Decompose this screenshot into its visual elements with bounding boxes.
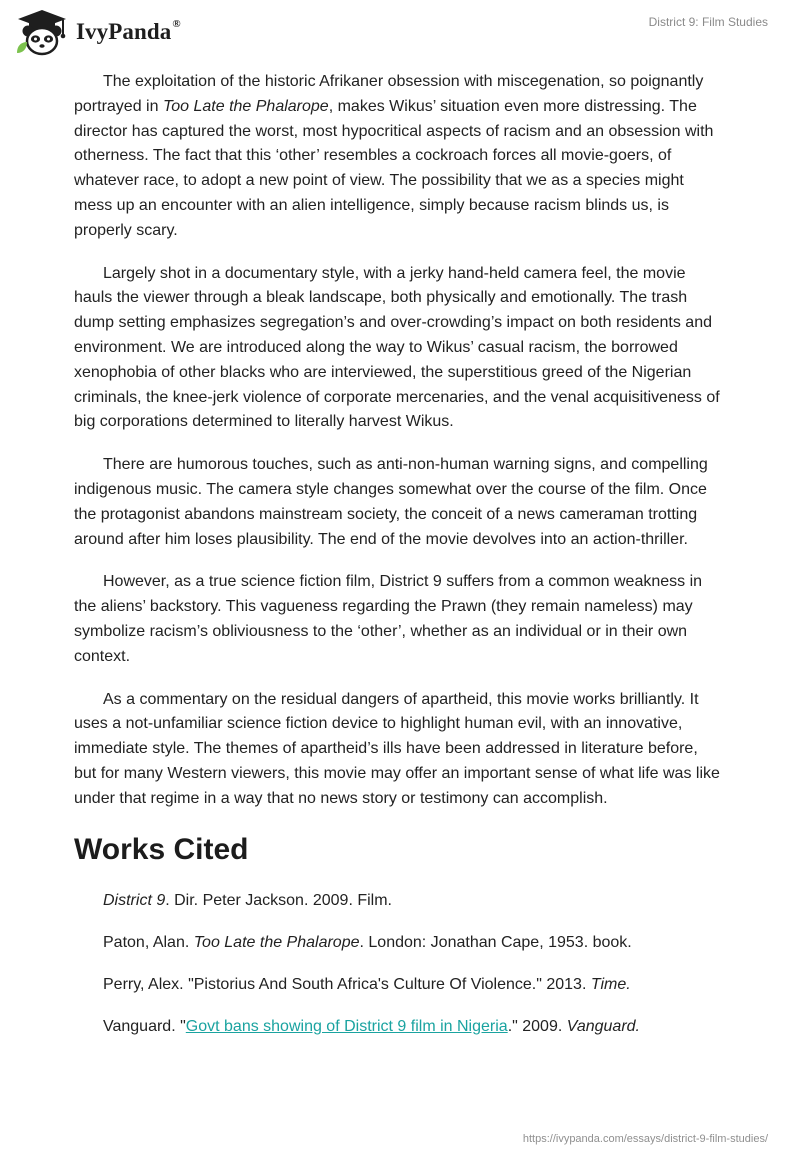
citation-2: Paton, Alan. Too Late the Phalarope. London: Jonathan Cape, 1953. book. — [103, 933, 632, 951]
paragraph-2: Largely shot in a documentary style, with a jerky hand-held camera feel, the movie hauls the viewer through a bleak landscape, both physically and emotionally. The trash dump setting emphasizes segregation’s and over-crowding’s impact on both residents and environment. We are introduced along the way to Wikus’ casual racism, the borrowed xenophobia of other blacks who are interviewed, the superstitious greed of the Nigerian criminals, the knee-jerk violence of corporate mercenaries, and the venal acquisitiveness of big corporations determined to literally harvest Wikus. — [74, 264, 720, 431]
citation-4: Vanguard. "Govt bans showing of District 9 film in Nigeria." 2009. Vanguard. — [103, 1017, 640, 1035]
paragraph-3: There are humorous touches, such as anti-non-human warning signs, and compelling indigenous music. The camera style changes somewhat over the course of the film. Once the protagonist abandons mainstream society, the conceit of a news cameraman trotting around after him loses plausibility. The end of the movie devolves into an action-thriller. — [74, 456, 708, 548]
brand-name: IvyPanda® — [76, 18, 181, 44]
document-title: District 9: Film Studies — [648, 15, 768, 29]
citation-3: Perry, Alex. "Pistorius And South Africa's Culture Of Violence." 2013. Time. — [103, 975, 631, 993]
panda-graduate-icon — [14, 8, 70, 56]
page-header — [0, 0, 800, 70]
paragraph-5: As a commentary on the residual dangers of apartheid, this movie works brilliantly. It uses a not-unfamiliar science fiction device to highlight human evil, with an innovative, immediate style. The themes of apartheid’s ills have been addressed in literature before, but for many Western viewers, this movie may offer an important sense of what life was like under that regime in a way that no news story or testimony can accomplish. — [74, 690, 720, 807]
citation-1: District 9. Dir. Peter Jackson. 2009. Film. — [103, 891, 392, 909]
essay-body — [74, 70, 722, 1056]
paragraph-4: However, as a true science fiction film, District 9 suffers from a common weakness in the aliens’ backstory. This vagueness regarding the Prawn (they remain nameless) may symbolize racism’s obliviousness to the ‘other’, whether as an individual or in their own context. — [74, 573, 703, 665]
citation-link[interactable]: Govt bans showing of District 9 film in Nigeria — [185, 1017, 508, 1035]
paragraph-1: The exploitation of the historic Afrikaner obsession with miscegenation, so poignantly portrayed in Too Late the Phalarope, makes Wikus’ situation even more distressing. The director has captured the worst, most hypocritical aspects of racism and an obsession with otherness. The fact that this ‘other’ resembles a cockroach forces all movie-goers, of whatever race, to adopt a new point of view. The possibility that we as a species might mess up an encounter with an alien intelligence, simply because racism blinds us, is properly scary. — [74, 73, 714, 239]
source-url[interactable]: https://ivypanda.com/essays/district-9-film-studies/ — [522, 1133, 768, 1145]
ivypanda-logo[interactable] — [14, 8, 181, 56]
works-cited-heading: Works Cited — [74, 832, 249, 866]
